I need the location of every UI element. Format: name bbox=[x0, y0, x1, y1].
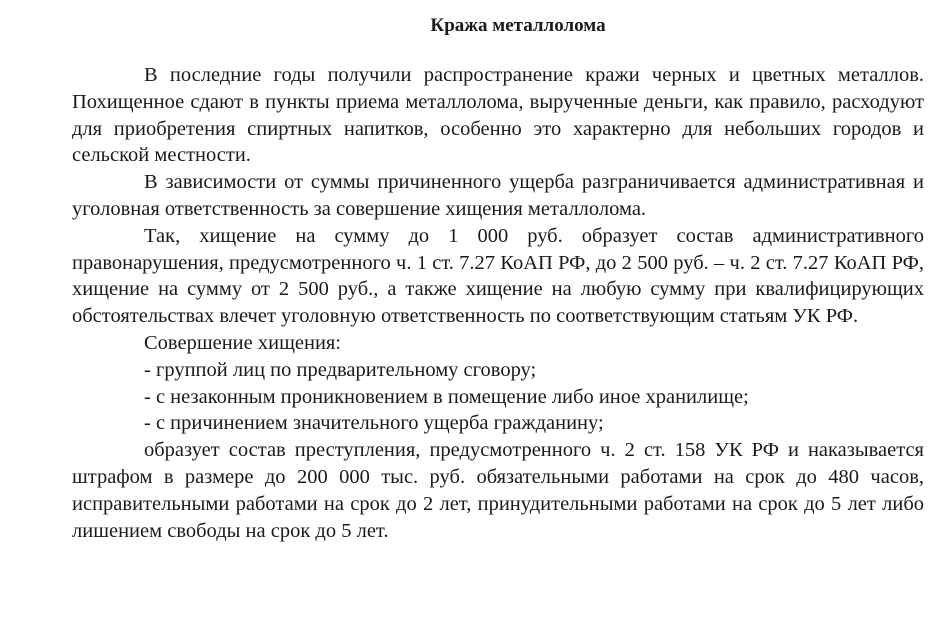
list-intro: Совершение хищения: bbox=[144, 331, 342, 354]
paragraph-liability: В зависимости от суммы причиненного ущерба разграничивается административная и уголовная ответственность за совершение хищения металлолома. bbox=[72, 171, 924, 220]
list-item: - с причинением значительного ущерба гражданину; bbox=[144, 412, 604, 435]
document-title: Кража металлолома bbox=[430, 15, 606, 36]
paragraph-conclusion: образует состав преступления, предусмотренного ч. 2 ст. 158 УК РФ и наказывается штрафом в размере до 200 000 тыс. руб. обязательными работами на срок до 480 часов, исправительными работами на срок до 2 лет, принудительными работами на срок до 5 лет либо лишением свободы на срок до 5 лет. bbox=[72, 439, 924, 542]
list-item: - с незаконным проникновением в помещение либо иное хранилище; bbox=[144, 385, 749, 408]
paragraph-amounts: Так, хищение на сумму до 1 000 руб. образует состав административного правонарушения, предусмотренного ч. 1 ст. 7.27 КоАП РФ, до 2 500 руб. – ч. 2 ст. 7.27 КоАП РФ, хищение на сумму от 2 500 руб., а также хищение на любую сумму при квалифицирующих обстоятельствах влечет уголовную ответственность по соответствующим статьям УК РФ. bbox=[72, 224, 924, 328]
list-item: - группой лиц по предварительному сговору; bbox=[144, 358, 537, 381]
document-page bbox=[72, 14, 924, 544]
paragraph-intro: В последние годы получили распространение кражи черных и цветных металлов. Похищенное сдают в пункты приема металлолома, вырученные деньги, как правило, расходуют для приобретения спиртных напитков, особенно это характерно для небольших городов и сельской местности. bbox=[72, 64, 924, 167]
